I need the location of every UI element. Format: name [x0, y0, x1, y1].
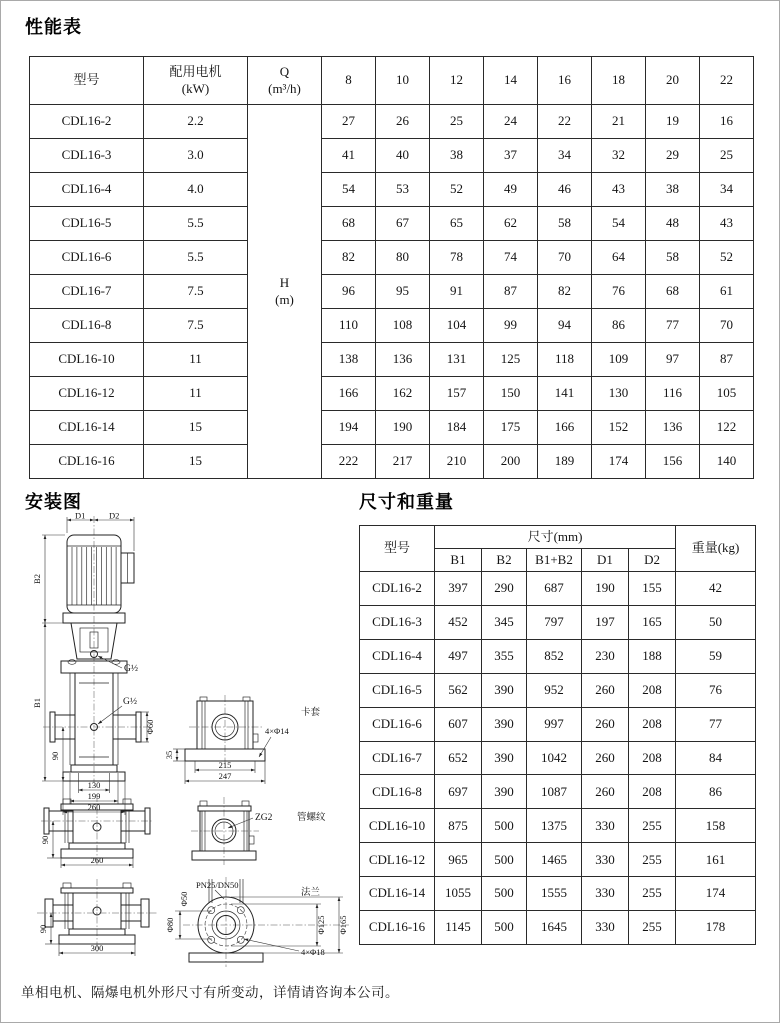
- head-value-cell: 97: [646, 343, 700, 377]
- power-cell: 4.0: [144, 173, 248, 207]
- weight-cell: 158: [676, 809, 756, 843]
- size-col-header: D1: [582, 549, 629, 572]
- model-cell: CDL16-6: [30, 241, 144, 275]
- size-value-cell: 230: [582, 639, 629, 673]
- weight-cell: 50: [676, 605, 756, 639]
- head-value-cell: 166: [322, 377, 376, 411]
- head-value-cell: 62: [484, 207, 538, 241]
- flange-view: [165, 877, 349, 967]
- dim-90-mid-label: 90: [40, 835, 50, 845]
- head-value-cell: 61: [700, 275, 754, 309]
- head-value-cell: 189: [538, 445, 592, 479]
- bottom-left-base-view: [37, 879, 157, 956]
- dim-d2-label: D2: [109, 513, 120, 521]
- head-value-cell: 105: [700, 377, 754, 411]
- col-header-motor-label: 配用电机: [169, 64, 222, 80]
- size-value-cell: 260: [582, 707, 629, 741]
- zg2-view: [191, 797, 326, 865]
- perf-row: [30, 173, 754, 207]
- size-value-cell: 452: [435, 605, 482, 639]
- dims-row: [360, 809, 756, 843]
- size-value-cell: 652: [435, 741, 482, 775]
- size-value-cell: 330: [582, 843, 629, 877]
- head-value-cell: 130: [592, 377, 646, 411]
- col-header-motor: [144, 57, 248, 105]
- dims-row: [360, 639, 756, 673]
- g-half-lower-label: G½: [123, 697, 137, 707]
- size-value-cell: 390: [482, 707, 527, 741]
- head-value-cell: 99: [484, 309, 538, 343]
- dims-row: [360, 741, 756, 775]
- head-value-cell: 43: [592, 173, 646, 207]
- head-value-cell: 141: [538, 377, 592, 411]
- head-value-cell: 136: [376, 343, 430, 377]
- size-value-cell: 330: [582, 911, 629, 945]
- flange-spec-label: PN25/DN50: [196, 880, 239, 890]
- weight-cell: 178: [676, 911, 756, 945]
- head-value-cell: 70: [538, 241, 592, 275]
- col-header-model: [30, 57, 144, 105]
- model-cell: CDL16-16: [30, 445, 144, 479]
- dims-row: [360, 775, 756, 809]
- head-value-cell: 138: [322, 343, 376, 377]
- holes-14-label: 4×Φ14: [265, 726, 289, 736]
- weight-cell: 77: [676, 707, 756, 741]
- perf-row: [30, 241, 754, 275]
- head-value-cell: 64: [592, 241, 646, 275]
- model-cell: CDL16-2: [360, 572, 435, 606]
- main-pump-view: [32, 513, 155, 815]
- head-value-cell: 58: [646, 241, 700, 275]
- head-value-cell: 25: [700, 139, 754, 173]
- installation-title: 安装图: [25, 492, 82, 512]
- power-cell: 5.5: [144, 241, 248, 275]
- head-value-cell: 34: [538, 139, 592, 173]
- dims-row: [360, 877, 756, 911]
- zg2-label: ZG2: [255, 813, 273, 823]
- q-col-header: 16: [538, 57, 592, 105]
- head-value-cell: 166: [538, 411, 592, 445]
- size-value-cell: 290: [482, 572, 527, 606]
- dim-d1-label: D1: [75, 513, 86, 521]
- dim-247-label: 247: [218, 771, 232, 781]
- model-cell: CDL16-5: [30, 207, 144, 241]
- head-value-cell: 38: [430, 139, 484, 173]
- size-value-cell: 390: [482, 673, 527, 707]
- dimensions-title: 尺寸和重量: [359, 492, 454, 512]
- head-value-cell: 21: [592, 105, 646, 139]
- head-value-cell: 49: [484, 173, 538, 207]
- model-cell: CDL16-4: [30, 173, 144, 207]
- head-value-cell: 194: [322, 411, 376, 445]
- head-value-cell: 125: [484, 343, 538, 377]
- dim-90-bottom-label: 90: [38, 924, 48, 934]
- dim-90-main-label: 90: [50, 751, 60, 761]
- power-cell: 7.5: [144, 275, 248, 309]
- dim-260-mid-label: 260: [90, 855, 104, 865]
- head-value-cell: 82: [322, 241, 376, 275]
- dim-phi165-label: Φ165: [338, 915, 348, 935]
- head-value-cell: 86: [592, 309, 646, 343]
- head-value-cell: 65: [430, 207, 484, 241]
- size-value-cell: 197: [582, 605, 629, 639]
- power-cell: 2.2: [144, 105, 248, 139]
- power-cell: 11: [144, 377, 248, 411]
- size-value-cell: 1465: [527, 843, 582, 877]
- head-cell: H (m): [248, 105, 322, 479]
- size-value-cell: 997: [527, 707, 582, 741]
- flange-label: 法兰: [301, 888, 321, 898]
- dim-phi50-label: Φ50: [179, 891, 189, 907]
- size-value-cell: 155: [629, 572, 676, 606]
- weight-cell: 42: [676, 572, 756, 606]
- perf-row: [30, 105, 754, 139]
- perf-row: [30, 445, 754, 479]
- head-value-cell: 46: [538, 173, 592, 207]
- head-value-cell: 24: [484, 105, 538, 139]
- size-value-cell: 208: [629, 673, 676, 707]
- power-cell: 15: [144, 411, 248, 445]
- size-value-cell: 500: [482, 877, 527, 911]
- head-value-cell: 175: [484, 411, 538, 445]
- head-value-cell: 210: [430, 445, 484, 479]
- col-header-q-label: Q: [279, 64, 290, 80]
- size-value-cell: 607: [435, 707, 482, 741]
- size-value-cell: 697: [435, 775, 482, 809]
- size-value-cell: 255: [629, 809, 676, 843]
- size-value-cell: 390: [482, 775, 527, 809]
- dims-table-body: [360, 572, 756, 945]
- head-value-cell: 25: [430, 105, 484, 139]
- dims-col-header-weight: 重量(kg): [676, 526, 756, 572]
- size-value-cell: 255: [629, 877, 676, 911]
- model-cell: CDL16-3: [30, 139, 144, 173]
- head-value-cell: 116: [646, 377, 700, 411]
- q-col-header: 22: [700, 57, 754, 105]
- head-value-cell: 190: [376, 411, 430, 445]
- size-value-cell: 500: [482, 843, 527, 877]
- col-header-q-unit: (m³/h): [268, 80, 301, 96]
- model-cell: CDL16-8: [360, 775, 435, 809]
- size-col-header: D2: [629, 549, 676, 572]
- power-cell: 5.5: [144, 207, 248, 241]
- weight-cell: 84: [676, 741, 756, 775]
- head-value-cell: 87: [700, 343, 754, 377]
- head-value-cell: 80: [376, 241, 430, 275]
- weight-cell: 86: [676, 775, 756, 809]
- dimensions-table: [359, 525, 756, 945]
- head-value-cell: 156: [646, 445, 700, 479]
- dims-row: [360, 605, 756, 639]
- head-value-cell: 136: [646, 411, 700, 445]
- head-value-cell: 82: [538, 275, 592, 309]
- head-value-cell: 43: [700, 207, 754, 241]
- head-value-cell: 26: [376, 105, 430, 139]
- dims-col-header-model: 型号: [360, 526, 435, 572]
- head-value-cell: 222: [322, 445, 376, 479]
- dim-130-label: 130: [87, 780, 101, 790]
- size-value-cell: 1375: [527, 809, 582, 843]
- model-cell: CDL16-12: [360, 843, 435, 877]
- head-value-cell: 174: [592, 445, 646, 479]
- head-value-cell: 131: [430, 343, 484, 377]
- power-cell: 7.5: [144, 309, 248, 343]
- holes-18-label: 4×Φ18: [301, 947, 325, 957]
- q-col-header: 12: [430, 57, 484, 105]
- size-value-cell: 687: [527, 572, 582, 606]
- size-value-cell: 562: [435, 673, 482, 707]
- size-value-cell: 1087: [527, 775, 582, 809]
- dims-row: [360, 707, 756, 741]
- dims-col-header-size: 尺寸(mm): [435, 526, 676, 549]
- model-cell: CDL16-7: [30, 275, 144, 309]
- head-value-cell: 77: [646, 309, 700, 343]
- size-value-cell: 952: [527, 673, 582, 707]
- size-value-cell: 1555: [527, 877, 582, 911]
- footer-note: 单相电机、隔爆电机外形尺寸有所变动，详情请咨询本公司。: [21, 985, 399, 1000]
- size-value-cell: 208: [629, 775, 676, 809]
- head-value-cell: 74: [484, 241, 538, 275]
- size-value-cell: 190: [582, 572, 629, 606]
- head-value-cell: 40: [376, 139, 430, 173]
- power-cell: 11: [144, 343, 248, 377]
- head-value-cell: 53: [376, 173, 430, 207]
- g-half-upper-label: G½: [124, 664, 138, 674]
- head-value-cell: 118: [538, 343, 592, 377]
- dim-phi80-label: Φ80: [165, 917, 175, 933]
- size-value-cell: 497: [435, 639, 482, 673]
- size-value-cell: 255: [629, 843, 676, 877]
- head-value-cell: 109: [592, 343, 646, 377]
- power-cell: 15: [144, 445, 248, 479]
- col-header-model-label: 型号: [73, 72, 100, 88]
- head-value-cell: 157: [430, 377, 484, 411]
- model-cell: CDL16-10: [30, 343, 144, 377]
- weight-cell: 174: [676, 877, 756, 911]
- perf-row: [30, 309, 754, 343]
- perf-row: [30, 411, 754, 445]
- head-value-cell: 70: [700, 309, 754, 343]
- size-value-cell: 208: [629, 741, 676, 775]
- head-value-cell: 22: [538, 105, 592, 139]
- model-cell: CDL16-8: [30, 309, 144, 343]
- head-value-cell: 152: [592, 411, 646, 445]
- head-value-cell: 41: [322, 139, 376, 173]
- q-col-header: 10: [376, 57, 430, 105]
- head-value-cell: 184: [430, 411, 484, 445]
- model-cell: CDL16-2: [30, 105, 144, 139]
- size-col-header: B1: [435, 549, 482, 572]
- ferrule-base-view: [164, 695, 321, 784]
- head-value-cell: 54: [592, 207, 646, 241]
- head-value-cell: 76: [592, 275, 646, 309]
- size-value-cell: 875: [435, 809, 482, 843]
- size-value-cell: 397: [435, 572, 482, 606]
- dims-row: [360, 843, 756, 877]
- size-value-cell: 1042: [527, 741, 582, 775]
- size-value-cell: 345: [482, 605, 527, 639]
- size-value-cell: 1145: [435, 911, 482, 945]
- size-value-cell: 208: [629, 707, 676, 741]
- performance-title: 性能表: [25, 17, 82, 37]
- model-cell: CDL16-3: [360, 605, 435, 639]
- perf-row: [30, 207, 754, 241]
- q-col-header: 14: [484, 57, 538, 105]
- model-cell: CDL16-16: [360, 911, 435, 945]
- size-value-cell: 1055: [435, 877, 482, 911]
- dim-phi125-label: Φ125: [316, 915, 326, 935]
- head-value-cell: 29: [646, 139, 700, 173]
- perf-row: [30, 275, 754, 309]
- head-value-cell: 48: [646, 207, 700, 241]
- size-col-header: B1+B2: [527, 549, 582, 572]
- model-cell: CDL16-12: [30, 377, 144, 411]
- dim-phi60-label: Φ60: [145, 719, 155, 735]
- head-value-cell: 140: [700, 445, 754, 479]
- dim-215-label: 215: [218, 760, 232, 770]
- weight-cell: 161: [676, 843, 756, 877]
- size-value-cell: 500: [482, 911, 527, 945]
- head-value-cell: 122: [700, 411, 754, 445]
- size-value-cell: 165: [629, 605, 676, 639]
- size-value-cell: 797: [527, 605, 582, 639]
- model-cell: CDL16-5: [360, 673, 435, 707]
- head-value-cell: 110: [322, 309, 376, 343]
- dim-b2-label: B2: [32, 574, 42, 584]
- col-header-q: [248, 57, 322, 105]
- perf-header-row: [30, 57, 754, 105]
- q-col-header: 18: [592, 57, 646, 105]
- size-value-cell: 330: [582, 809, 629, 843]
- dim-300-label: 300: [90, 943, 104, 953]
- head-value-cell: 94: [538, 309, 592, 343]
- size-value-cell: 255: [629, 911, 676, 945]
- head-value-cell: 91: [430, 275, 484, 309]
- model-cell: CDL16-6: [360, 707, 435, 741]
- head-value-cell: 27: [322, 105, 376, 139]
- head-value-cell: 96: [322, 275, 376, 309]
- q-col-header: 8: [322, 57, 376, 105]
- size-value-cell: 390: [482, 741, 527, 775]
- size-value-cell: 1645: [527, 911, 582, 945]
- size-value-cell: 260: [582, 741, 629, 775]
- dims-row: [360, 911, 756, 945]
- ferrule-label: 卡套: [301, 708, 321, 718]
- head-value-cell: 34: [700, 173, 754, 207]
- dim-260-main-label: 260: [87, 802, 101, 812]
- head-value-cell: 52: [700, 241, 754, 275]
- head-value-cell: 38: [646, 173, 700, 207]
- weight-cell: 59: [676, 639, 756, 673]
- head-value-cell: 54: [322, 173, 376, 207]
- perf-table-body: [30, 105, 754, 479]
- head-value-cell: 104: [430, 309, 484, 343]
- size-col-header: B2: [482, 549, 527, 572]
- head-value-cell: 150: [484, 377, 538, 411]
- size-value-cell: 260: [582, 673, 629, 707]
- installation-diagram: [19, 513, 359, 975]
- head-value-cell: 87: [484, 275, 538, 309]
- weight-cell: 76: [676, 673, 756, 707]
- col-header-motor-unit: (kW): [181, 80, 210, 96]
- pipe-thread-label: 管螺纹: [297, 813, 326, 823]
- model-cell: CDL16-4: [360, 639, 435, 673]
- perf-row: [30, 139, 754, 173]
- perf-row: [30, 377, 754, 411]
- size-value-cell: 852: [527, 639, 582, 673]
- head-value-cell: 95: [376, 275, 430, 309]
- dim-35-label: 35: [164, 750, 174, 760]
- head-value-cell: 52: [430, 173, 484, 207]
- power-cell: 3.0: [144, 139, 248, 173]
- head-value-cell: 68: [322, 207, 376, 241]
- dims-row: [360, 572, 756, 606]
- model-cell: CDL16-14: [30, 411, 144, 445]
- head-value-cell: 108: [376, 309, 430, 343]
- head-value-cell: 162: [376, 377, 430, 411]
- head-value-cell: 58: [538, 207, 592, 241]
- head-value-cell: 78: [430, 241, 484, 275]
- performance-table: [29, 56, 754, 479]
- model-cell: CDL16-7: [360, 741, 435, 775]
- dim-b1-label: B1: [32, 698, 42, 708]
- size-value-cell: 965: [435, 843, 482, 877]
- model-cell: CDL16-14: [360, 877, 435, 911]
- size-value-cell: 260: [582, 775, 629, 809]
- q-col-header: 20: [646, 57, 700, 105]
- head-value-cell: 32: [592, 139, 646, 173]
- head-value-cell: 16: [700, 105, 754, 139]
- size-value-cell: 330: [582, 877, 629, 911]
- head-value-cell: 68: [646, 275, 700, 309]
- head-value-cell: 19: [646, 105, 700, 139]
- size-value-cell: 355: [482, 639, 527, 673]
- head-value-cell: 217: [376, 445, 430, 479]
- size-value-cell: 500: [482, 809, 527, 843]
- head-value-cell: 200: [484, 445, 538, 479]
- head-value-cell: 67: [376, 207, 430, 241]
- model-cell: CDL16-10: [360, 809, 435, 843]
- head-value-cell: 37: [484, 139, 538, 173]
- size-value-cell: 188: [629, 639, 676, 673]
- dims-row: [360, 673, 756, 707]
- perf-row: [30, 343, 754, 377]
- dim-199-label: 199: [87, 791, 101, 801]
